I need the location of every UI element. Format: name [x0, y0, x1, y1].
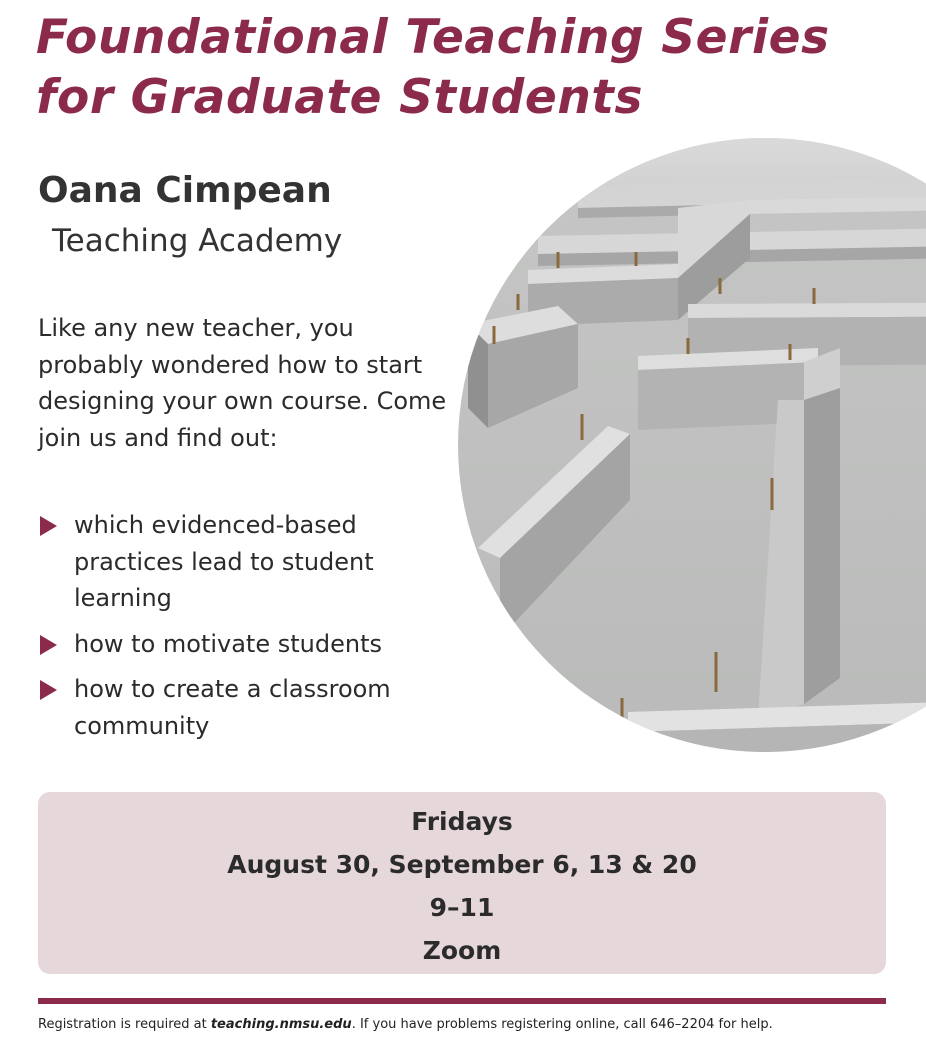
registration-suffix: . If you have problems registering online, call 646–2204 for help.	[351, 1017, 773, 1032]
triangle-right-icon	[40, 680, 57, 700]
title-line-2: for Graduate Students	[36, 70, 644, 125]
topic-list	[38, 507, 458, 753]
presenter-name: Oana Cimpean	[38, 170, 332, 211]
presenter-organization: Teaching Academy	[52, 223, 343, 259]
flyer-title	[36, 8, 916, 128]
schedule-dates: August 30, September 6, 13 & 20	[227, 850, 697, 879]
registration-prefix: Registration is required at	[38, 1017, 211, 1032]
registration-note	[38, 1015, 898, 1035]
list-item	[38, 671, 458, 744]
triangle-right-icon	[40, 516, 57, 536]
footer-divider	[38, 998, 886, 1004]
foundation-photo	[458, 138, 926, 752]
registration-link[interactable]: teaching.nmsu.edu	[210, 1017, 352, 1032]
schedule-time: 9–11	[429, 893, 495, 922]
schedule-day: Fridays	[411, 807, 513, 836]
title-line-1: Foundational Teaching Series	[36, 10, 830, 65]
intro-paragraph: Like any new teacher, you probably wondered how to start designing your own course. Come join us and find out:	[38, 314, 447, 452]
list-item	[38, 626, 458, 663]
schedule-box	[38, 792, 886, 974]
list-item-text: how to motivate students	[74, 629, 382, 658]
list-item	[38, 507, 458, 617]
list-item-text: which evidenced-based practices lead to student learning	[74, 511, 374, 612]
concrete-foundation-illustration	[458, 138, 926, 752]
schedule-location: Zoom	[422, 936, 502, 965]
triangle-right-icon	[40, 635, 57, 655]
list-item-text: how to create a classroom community	[74, 675, 391, 740]
